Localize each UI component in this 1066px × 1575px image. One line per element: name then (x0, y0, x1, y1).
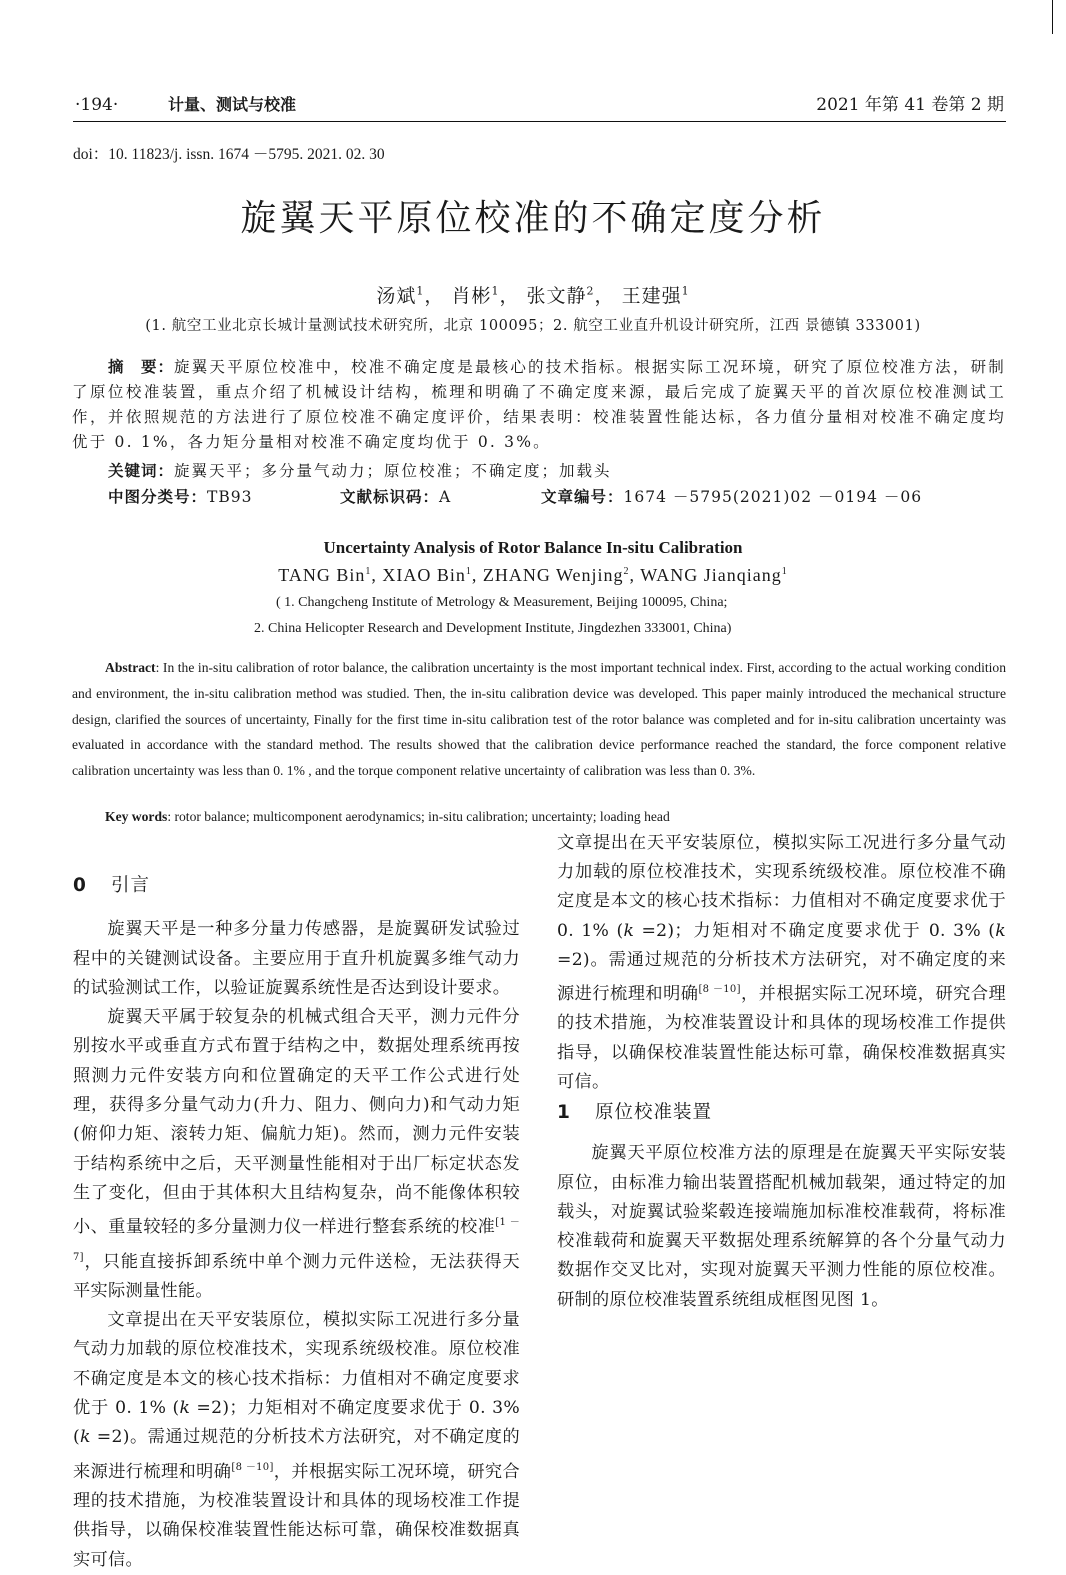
author-name: 肖彬 (451, 285, 492, 307)
affiliation-cn: (1. 航空工业北京长城计量测试技术研究所，北京 100095；2. 航空工业直升机设计研究所，江西 景德镇 333001) (145, 318, 921, 334)
intro-p3-mid: =2)；力矩相对不确定度要求优于 0. 3% ( (634, 920, 996, 941)
body-left-column (73, 871, 521, 1570)
intro-paragraph-3-continued (557, 832, 1006, 1093)
intro-paragraph-2 (73, 1003, 520, 1306)
keywords-en (105, 809, 670, 825)
intro-paragraph-3 (73, 1306, 520, 1575)
author-en-sup: 2 (623, 566, 630, 577)
author-name: 张文静 (526, 285, 587, 307)
journal-section: 计量、测试与校准 (168, 95, 297, 114)
authors-en: TANG Bin$^1$, XIAO Bin$^1$, ZHANG Wenjing$^2$, WANG Jianqiang$^1$ (278, 565, 788, 585)
author-en-sup: 1 (365, 566, 372, 577)
citation: [8 －10] (698, 984, 741, 996)
keywords-cn-text: 旋翼天平；多分量气动力；原位校准；不确定度；加载头 (174, 462, 612, 480)
intro-p2-tail: ，只能直接拆卸系统中单个测力元件送检，无法获得天平实际测量性能。 (73, 1251, 520, 1301)
intro-p3-text: 文章提出在天平安装原位，模拟实际工况进行多分量气动力加载的原位校准技术，实现系统级校准。原位校准不确定度是本文的核心技术指标：力值相对不确定度要求优于 0. 1% ( (557, 832, 1006, 941)
clc-value: TB93 (207, 488, 253, 506)
keywords-en-label: Key words (105, 809, 168, 824)
corner-rule (1052, 0, 1053, 34)
coverage-factor: k (179, 1398, 191, 1419)
citation: [1 －7] (73, 1217, 520, 1263)
intro-paragraph-1: 旋翼天平是一种多分量力传感器，是旋翼研发试验过程中的关键测试设备。主要应用于直升机旋翼多维气动力的试验测试工作，以验证旋翼系统性是否达到设计要求。 (73, 919, 520, 998)
author-en-name: WANG Jianqiang (640, 565, 782, 585)
abstract-en-text: : In the in-situ calibration of rotor balance, the calibration uncertainty is the most important technical index. First, according to the actual working condition and environment, the in-situ calibration method was studied. Then, the in-situ calibration device was developed. This paper mainly introduced the mechanical structure design, clarified the sources of uncertainty, Finally for the first time in-situ calibration test of the rotor balance was completed and for in-situ calibration uncertainty was evaluated in accordance with the standard method. The results showed that the calibration device performance reached the standard, the force component relative calibration uncertainty was less than 0. 1% , and the torque component relative uncertainty of calibration was less than 0. 3%. (72, 660, 1006, 779)
section-1-number: 1 (557, 1102, 571, 1123)
intro-p2-text: 旋翼天平属于较复杂的机械式组合天平，测力元件分别按水平或垂直方式布置于结构之中，数据处理系统再按照测力元件安装方向和位置确定的天平工作公式进行处理，获得多分量气动力(升力、阻力、侧向力)和气动力矩(俯仰力矩、滚转力矩、偏航力矩)。然而，测力元件安装于结构系统中之后，天平测量性能相对于出厂标定状态发生了变化，但由于其体积大且结构复杂，尚不能像体积较小、重量较轻的多分量测力仪一样进行整套系统的校准 (73, 1007, 520, 1238)
clc-label: 中图分类号： (108, 488, 208, 506)
author-en-sup: 1 (465, 566, 472, 577)
issue-info: 2021 年第 41 卷第 2 期 (816, 95, 1004, 115)
art-label: 文章编号： (541, 488, 624, 506)
intro-p3-text: 文章提出在天平安装原位，模拟实际工况进行多分量气动力加载的原位校准技术，实现系统级校准。原位校准不确定度是本文的核心技术指标：力值相对不确定度要求优于 0. 1% ( (73, 1310, 520, 1419)
header-rule (73, 121, 1006, 122)
author-sup: 1 (681, 284, 690, 298)
doc-code (340, 485, 451, 507)
doi: doi：10. 11823/j. issn. 1674 －5795. 2021. 02. 30 (73, 146, 385, 163)
intro-p3-tail: ，并根据实际工况环境，研究合理的技术措施，为校准装置设计和具体的现场校准工作提供指导，以确保校准装置性能达标可靠，确保校准数据真实可信。 (73, 1461, 521, 1570)
author-name: 王建强 (621, 285, 682, 307)
author-sup: 1 (416, 284, 425, 298)
section-1-title: 原位校准装置 (595, 1102, 713, 1123)
article-number (541, 485, 922, 507)
intro-p3-tail: ，并根据实际工况环境，研究合理的技术措施，为校准装置设计和具体的现场校准工作提供指导，以确保校准装置性能达标可靠，确保校准数据真实可信。 (557, 984, 1006, 1093)
intro-p3-mid: =2)；力矩相对不确定度要求优于 0. 3% ( (73, 1398, 521, 1448)
author-sup: 2 (586, 284, 595, 298)
author-sup: 1 (491, 284, 500, 298)
abstract-cn (72, 355, 1006, 455)
citation: [8 －10] (231, 1461, 274, 1473)
authors-cn: 汤斌$^1$， 肖彬$^1$， 张文静$^2$， 王建强$^1$ (376, 284, 690, 307)
paper-title: 旋翼天平原位校准的不确定度分析 (240, 198, 826, 239)
abstract-cn-label: 摘 要： (108, 358, 175, 376)
author-en-name: XIAO Bin (382, 565, 466, 585)
section-0-heading (73, 871, 520, 900)
section-1-paragraph-1: 旋翼天平原位校准方法的原理是在旋翼天平实际安装原位，由标准力输出装置搭配机械加载架，通过特定的加载头，对旋翼试验桨毂连接端施加标准校准载荷，将标准校准载荷和旋翼天平数据处理系统解算的各个分量气动力数据作交叉比对，实现对旋翼天平测力性能的原位校准。研制的原位校准装置系统组成框图见图 1。 (557, 1143, 1006, 1310)
section-1-heading (557, 1098, 1006, 1127)
coverage-factor: k (995, 920, 1006, 941)
intro-p3-end: =2)。需通过规范的分析技术方法研究，对不确定度的来源进行梳理和明确 (73, 1427, 520, 1482)
keywords-cn-label: 关键词： (108, 462, 175, 480)
author-en-name: TANG Bin (278, 565, 366, 585)
doc-value: A (439, 488, 452, 506)
keywords-cn (108, 459, 612, 481)
coverage-factor: k (623, 920, 635, 941)
doc-label: 文献标识码： (340, 488, 440, 506)
author-name: 汤斌 (376, 285, 417, 307)
coverage-factor: k (80, 1427, 91, 1448)
author-en-name: ZHANG Wenjing (482, 565, 624, 585)
author-en-sup: 1 (781, 566, 788, 577)
keywords-en-text: : rotor balance; multicomponent aerodynamics; in-situ calibration; uncertainty; loading head (167, 809, 670, 824)
section-0-number: 0 (73, 875, 87, 896)
art-value: 1674 －5795(2021)02 －0194 －06 (623, 488, 923, 506)
affiliation-en-1: ( 1. Changcheng Institute of Metrology & Measurement, Beijing 100095, China; (276, 595, 728, 610)
affiliation-en-2: 2. China Helicopter Research and Development Institute, Jingdezhen 333001, China) (254, 621, 732, 636)
body-right-column (557, 1098, 1006, 1315)
clc-code (108, 485, 252, 507)
abstract-en-label: Abstract (105, 660, 156, 675)
intro-p3-end: =2)。需通过规范的分析技术方法研究，对不确定度的来源进行梳理和明确 (557, 949, 1006, 1005)
english-title: Uncertainty Analysis of Rotor Balance In-situ Calibration (323, 538, 743, 557)
intro-paragraph-3-continuation (557, 829, 1006, 1098)
page-number: ·194· (75, 95, 119, 115)
abstract-en (72, 655, 1006, 784)
abstract-cn-text: 旋翼天平原位校准中，校准不确定度是最核心的技术指标。根据实际工况环境，研究了原位校准方法，研制了原位校准装置，重点介绍了机械设计结构，梳理和明确了不确定度来源，最后完成了旋翼天平的首次原位校准测试工作，并依照规范的方法进行了原位校准不确定度评价，结果表明：校准装置性能达标，各力值分量相对校准不确定度均优于 0. 1%，各力矩分量相对校准不确定度均优于 0. 3%。 (72, 358, 1006, 451)
section-0-title: 引言 (111, 875, 151, 896)
